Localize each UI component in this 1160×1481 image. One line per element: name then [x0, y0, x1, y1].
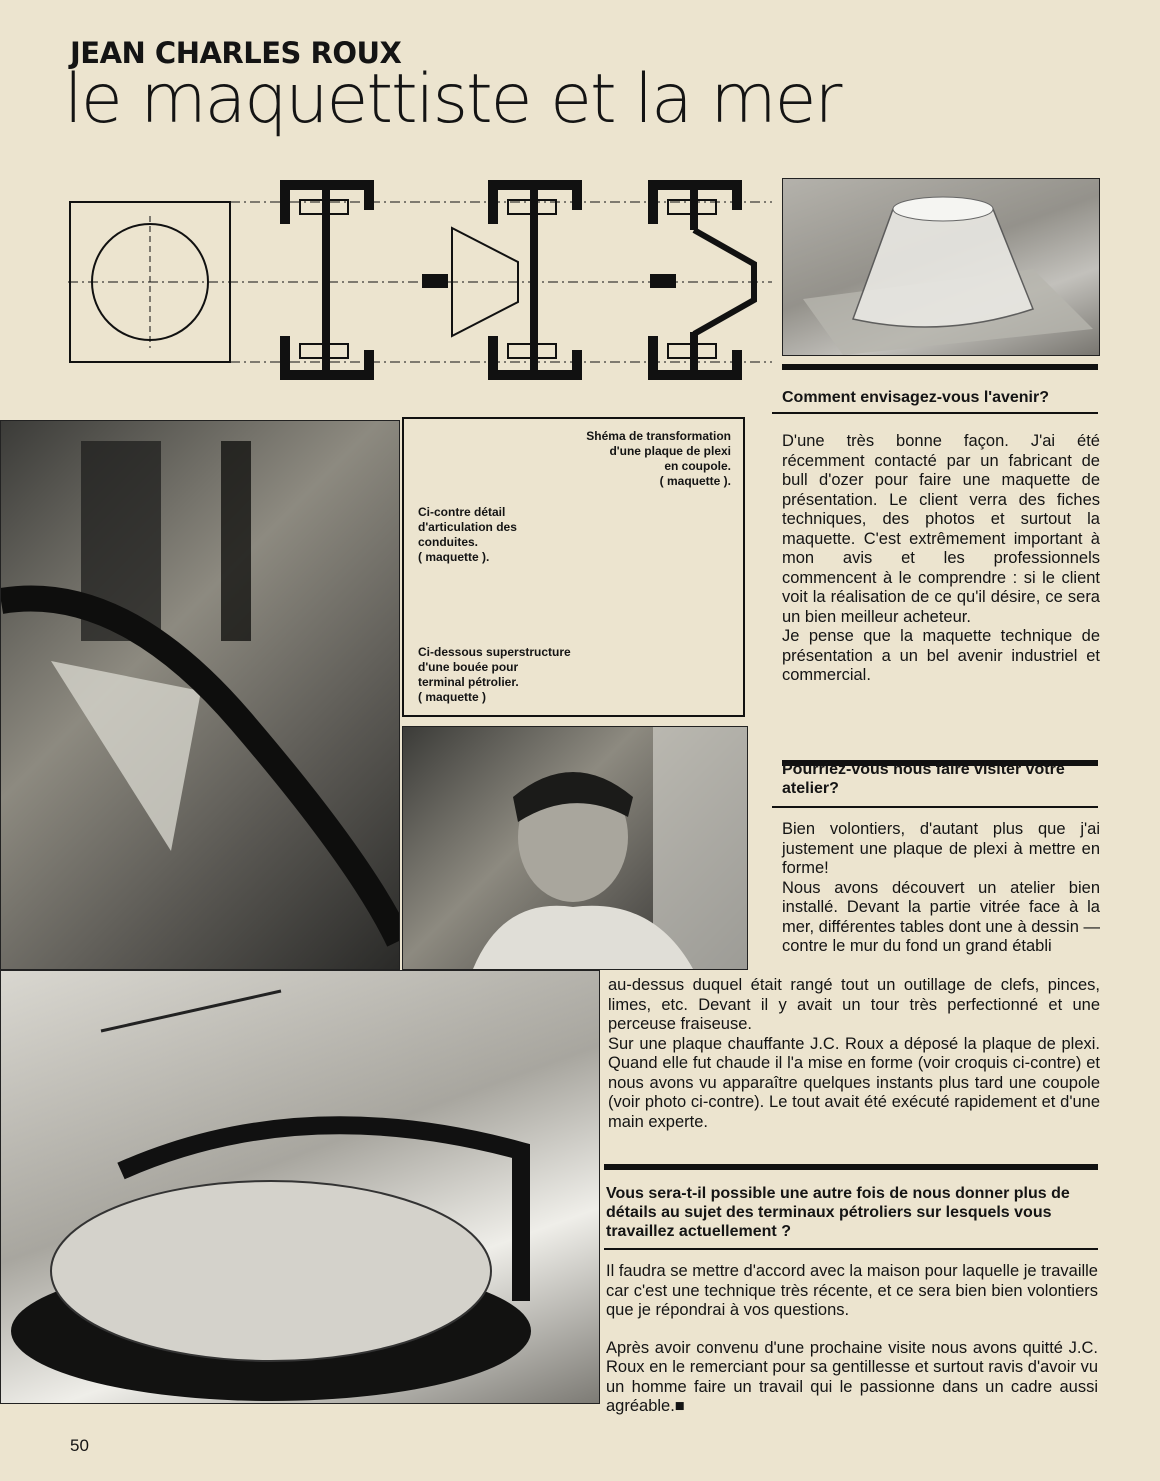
answer-2-paragraph-4: Sur une plaque chauffante J.C. Roux a déposé la plaque de plexi. Quand elle fut chaude il l'a mise en forme (voir croquis ci-contre) et nous avons vu apparaître quelques instants plus tard une coupole (voir photo ci-contre). Le tout avait été exécuté rapidement et d'une main experte. [608, 1034, 1100, 1131]
buoy-sketch [1, 971, 599, 1403]
answer-2 [782, 820, 1100, 957]
divider-bar-3 [604, 1164, 1098, 1170]
answer-2-paragraph-2: Nous avons découvert un atelier bien installé. Devant la partie vitrée face à la mer, différentes tables dont une à dessin — contre le mur du fond un grand établi [782, 878, 1100, 955]
modeller-portrait-photo [402, 726, 748, 970]
buoy-superstructure-photo [0, 970, 600, 1404]
question-3: Vous sera-t-il possible une autre fois de nous donner plus de détails au sujet des terminaux pétroliers sur lesquels vous travaillez actuellement ? [606, 1185, 1070, 1240]
dome-shape [783, 179, 1099, 355]
answer-1 [782, 432, 1100, 686]
article-kicker: JEAN CHARLES ROUX [70, 36, 402, 70]
answer-2-wide [608, 976, 1100, 1132]
pipe-joint-sketch [1, 421, 399, 969]
question-2-rule [772, 806, 1098, 808]
answer-2-paragraph-1: Bien volontiers, d'autant plus que j'ai justement une plaque de plexi à mettre en forme! [782, 820, 1100, 877]
answer-3-paragraph-2: Après avoir convenu d'une prochaine visite nous avons quitté J.C. Roux en le remerciant pour sa gentillesse et surtout ravis d'avoir vu un homme faire un travail qui le passionne dans un cadre aussi agréable.■ [606, 1338, 1098, 1415]
page-number: 50 [70, 1436, 89, 1455]
question-1-rule [772, 412, 1098, 414]
question-3-rule [604, 1248, 1098, 1250]
plexi-dome-photo [782, 178, 1100, 356]
answer-2-paragraph-3: au-dessus duquel était rangé tout un outillage de clefs, pinces, limes, etc. Devant il y avait un tour très perfectionné et une perceuse fraiseuse. [608, 976, 1100, 1033]
article-headline: le maquettiste et la mer [64, 60, 841, 139]
caption-superstructure: Ci-dessous superstructure d'une bouée pour terminal pétrolier. ( maquette ) [418, 645, 571, 704]
question-2: Pourriez-vous nous faire visiter votre atelier? [782, 761, 1065, 797]
caption-detail: Ci-contre détail d'articulation des conduites. ( maquette ). [418, 505, 517, 564]
answer-1-paragraph-2: Je pense que la maquette technique de présentation a un bel avenir industriel et commercial. [782, 627, 1100, 684]
portrait-sketch [403, 727, 747, 969]
divider-bar [782, 364, 1098, 370]
answer-3-paragraph-1: Il faudra se mettre d'accord avec la maison pour laquelle je travaille car c'est une technique très récente, et ce sera bien bien volontiers que je répondrai à vos questions. [606, 1262, 1098, 1319]
caption-box [402, 417, 745, 717]
answer-3 [606, 1262, 1098, 1417]
caption-schema: Shéma de transformation d'une plaque de plexi en coupole. ( maquette ). [586, 429, 731, 488]
question-1: Comment envisagez-vous l'avenir? [782, 389, 1049, 406]
articulation-detail-photo [0, 420, 400, 970]
dimensioned-schematic [68, 176, 772, 386]
answer-1-paragraph-1: D'une très bonne façon. J'ai été récemment contacté par un fabricant de bull d'ozer pour faire une maquette de présentation. Le client verra des fiches techniques, des photos et surtout la maquette. C'est extrêmement important à mon avis et les professionnels commencent à le comprendre : si le client voit la réalisation de ce qu'il désire, ce sera un bien meilleur acheteur. [782, 432, 1100, 626]
